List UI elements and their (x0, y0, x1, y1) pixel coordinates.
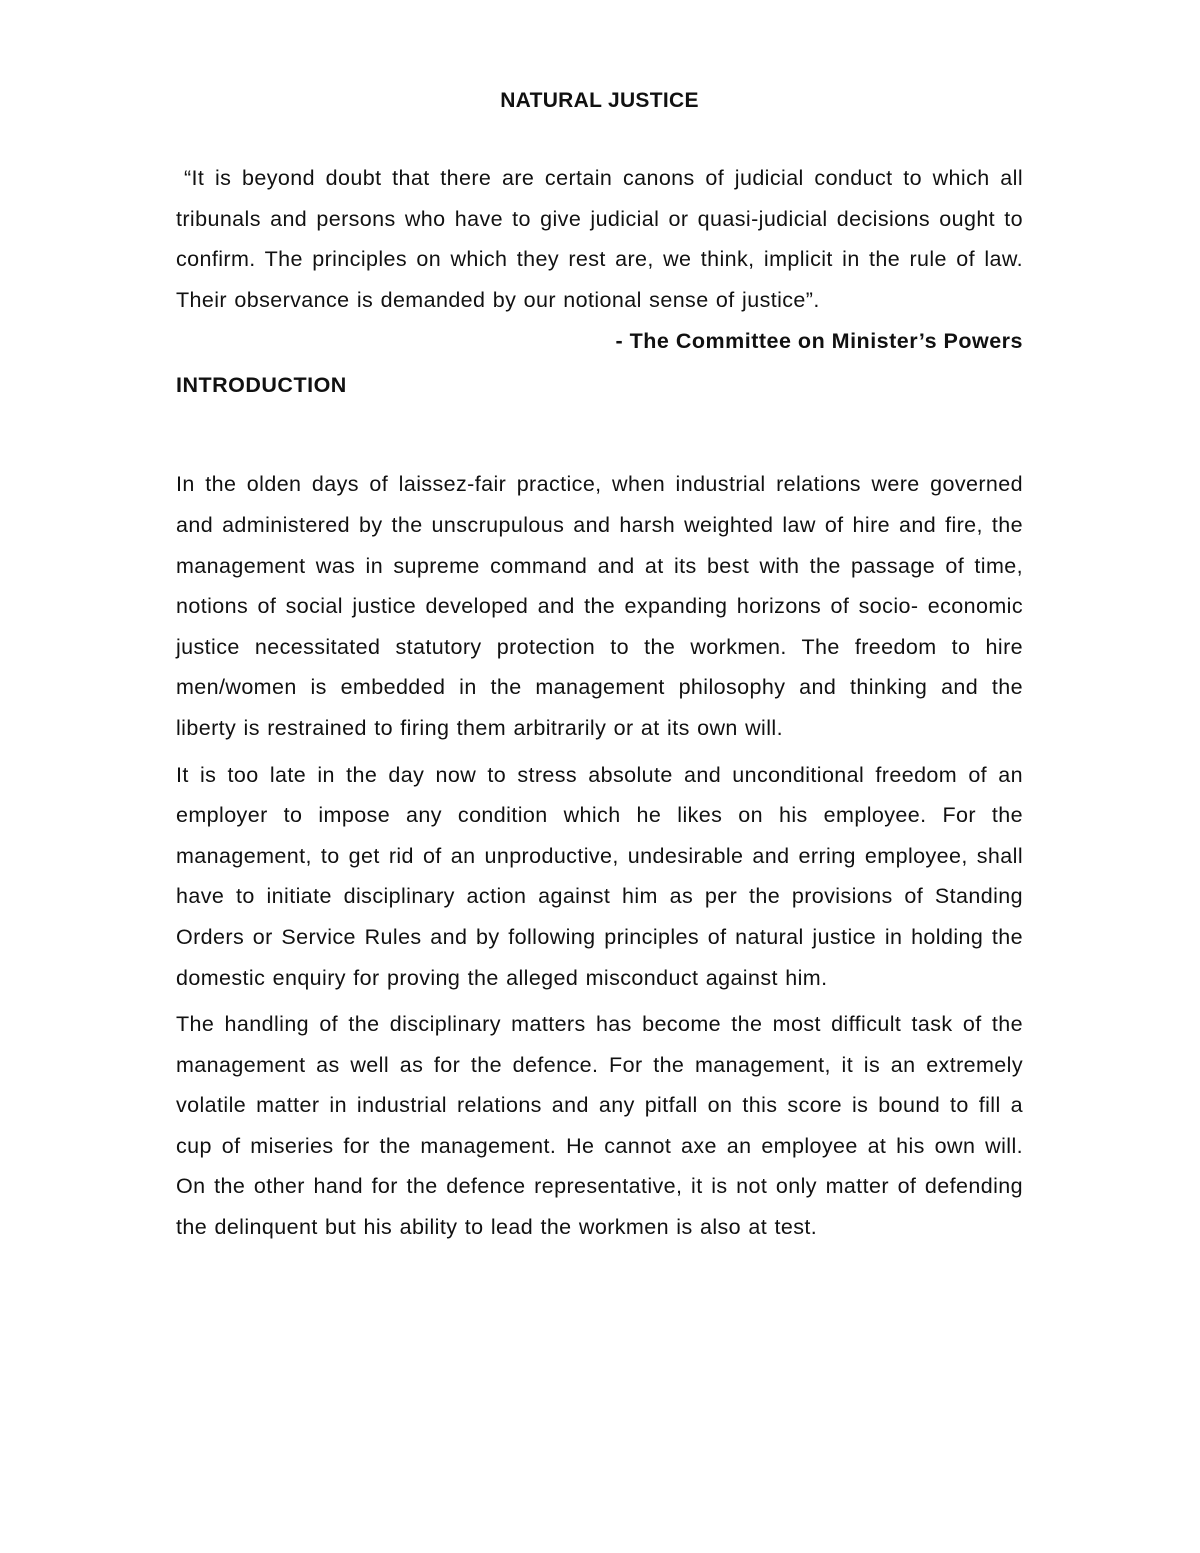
paragraph-3: The handling of the disciplinary matters has become the most difficult task of the management as well as for the defence. For the management, it is an extremely volatile matter in industrial relations and any pitfall on this score is bound to fill a cup of miseries for the management. He cannot axe an employee at his own will. On the other hand for the defence representative, it is not only matter of defending the delinquent but his ability to lead the workmen is also at test. (176, 1012, 1023, 1240)
quote-attribution: - The Committee on Minister’s Powers (615, 329, 1023, 354)
section-heading-introduction: INTRODUCTION (176, 373, 347, 398)
paragraph-1: In the olden days of laissez-fair practice, when industrial relations were governed and administered by the unscrupulous and harsh weighted law of hire and fire, the management was in supreme command and at its best with the passage of time, notions of social justice developed and the expanding horizons of socio- economic justice necessitated statutory protection to the workmen. The freedom to hire men/women is embedded in the management philosophy and thinking and the liberty is restrained to firing them arbitrarily or at its own will. (176, 472, 1023, 740)
opening-quote: “It is beyond doubt that there are certain canons of judicial conduct to which all tribunals and persons who have to give judicial or quasi-judicial decisions ought to confirm. The principles on which they rest are, we think, implicit in the rule of law. Their observance is demanded by our notional sense of justice”. (176, 166, 1023, 312)
paragraph-2: It is too late in the day now to stress absolute and unconditional freedom of an employer to impose any condition which he likes on his employee. For the management, to get rid of an unproductive, undesirable and erring employee, shall have to initiate disciplinary action against him as per the provisions of Standing Orders or Service Rules and by following principles of natural justice in holding the domestic enquiry for proving the alleged misconduct against him. (176, 762, 1023, 990)
document-page (176, 86, 1023, 1248)
document-title: NATURAL JUSTICE (500, 89, 699, 112)
